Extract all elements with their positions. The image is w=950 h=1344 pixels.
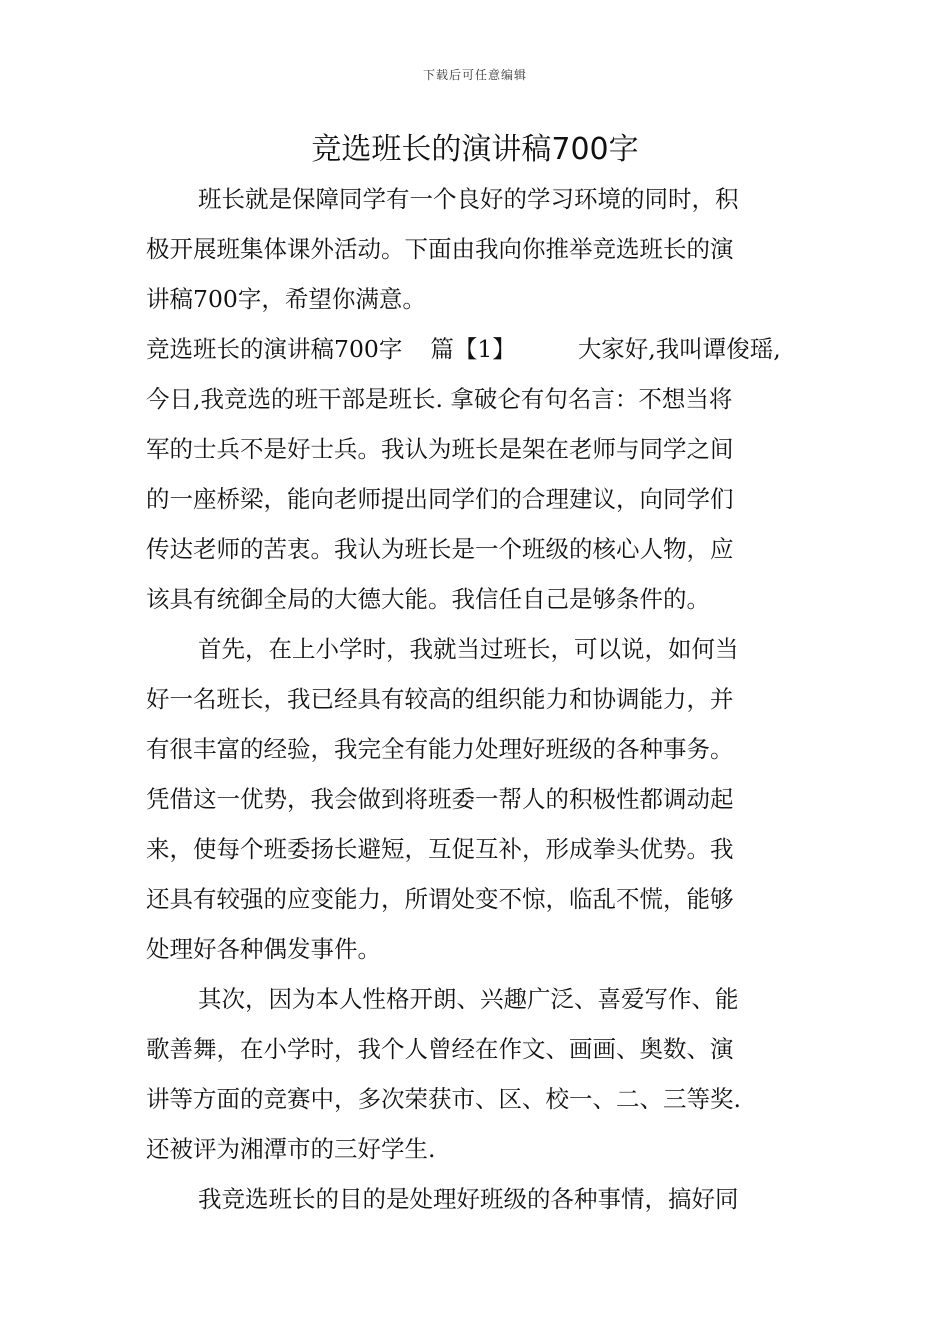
text-line: 讲稿700字，希望你满意。 bbox=[146, 285, 426, 313]
text-line: 的一座桥梁，能向老师提出同学们的合理建议，向同学们 bbox=[146, 485, 734, 513]
text-line: 极开展班集体课外活动。下面由我向你推举竞选班长的演 bbox=[146, 235, 734, 263]
text-line: 军的士兵不是好士兵。我认为班长是架在老师与同学之间 bbox=[146, 435, 734, 463]
text-line: 该具有统御全局的大德大能。我信任自己是够条件的。 bbox=[146, 585, 710, 613]
text-line: 凭借这一优势，我会做到将班委一帮人的积极性都调动起 bbox=[146, 785, 734, 813]
section-heading-line bbox=[146, 324, 810, 374]
text-line: 传达老师的苦衷。我认为班长是一个班级的核心人物，应 bbox=[146, 535, 734, 563]
text-line: 其次，因为本人性格开朗、兴趣广泛、喜爱写作、能 bbox=[198, 985, 739, 1013]
text-line: 首先，在上小学时，我就当过班长，可以说，如何当 bbox=[198, 635, 739, 663]
text-line: 处理好各种偶发事件。 bbox=[146, 935, 381, 963]
text-line: 还具有较强的应变能力，所谓处变不惊，临乱不慌，能够 bbox=[146, 885, 734, 913]
page-title: 竞选班长的演讲稿700字 bbox=[311, 132, 639, 167]
text-line: 大家好,我叫谭俊瑶, bbox=[577, 335, 781, 363]
text-line: 还被评为湘潭市的三好学生. bbox=[146, 1135, 436, 1163]
text-line: 歌善舞，在小学时，我个人曾经在作文、画画、奥数、演 bbox=[146, 1035, 734, 1063]
document-body bbox=[146, 174, 810, 1224]
section-heading: 竞选班长的演讲稿700字 bbox=[146, 335, 403, 363]
text-line: 今日,我竞选的班干部是班长. 拿破仑有句名言：不想当将 bbox=[146, 385, 733, 413]
text-line: 讲等方面的竞赛中，多次荣获市、区、校一、二、三等奖. bbox=[146, 1085, 741, 1113]
text-line: 有很丰富的经验，我完全有能力处理好班级的各种事务。 bbox=[146, 735, 734, 763]
section-number: 篇【1】 bbox=[430, 335, 516, 363]
header-note: 下载后可任意编辑 bbox=[422, 68, 527, 82]
text-line: 我竞选班长的目的是处理好班级的各种事情，搞好同 bbox=[198, 1185, 739, 1213]
text-line: 来，使每个班委扬长避短，互促互补，形成拳头优势。我 bbox=[146, 835, 734, 863]
text-line: 好一名班长，我已经具有较高的组织能力和协调能力，并 bbox=[146, 685, 734, 713]
text-line: 班长就是保障同学有一个良好的学习环境的同时，积 bbox=[198, 185, 739, 213]
